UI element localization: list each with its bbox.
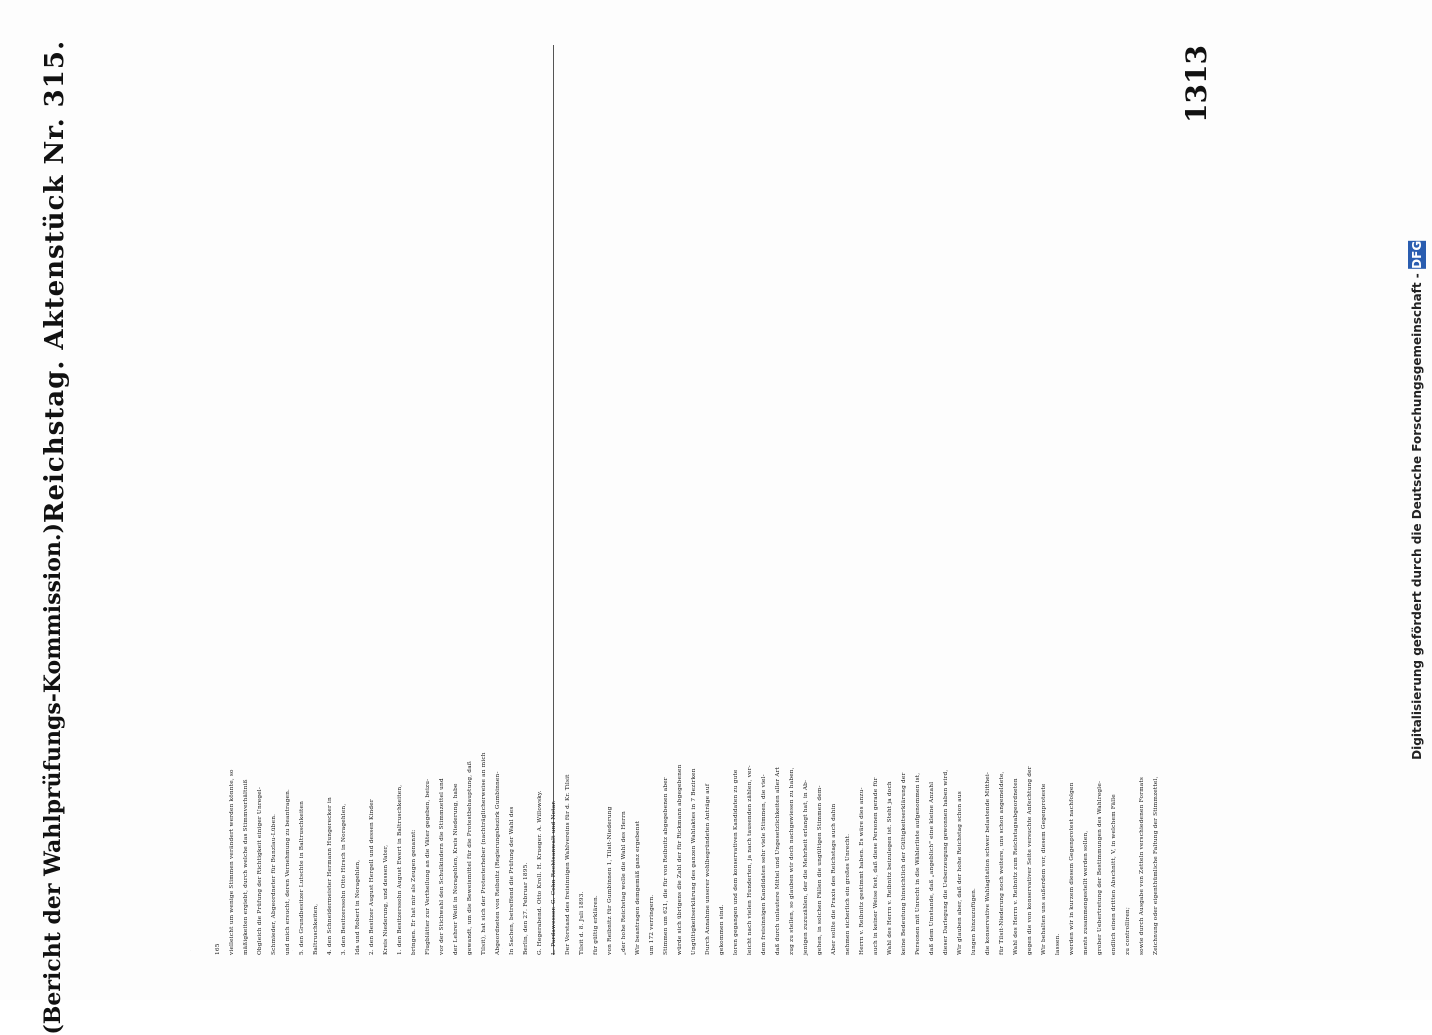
text-line: ments zusammengestellt werden sollen, <box>1083 830 1089 955</box>
text-line <box>461 45 462 955</box>
text-line: Tilsit d. 8. Juli 1893. <box>579 891 585 955</box>
text-line: 1. den Besitzerssohn August Ewert in Baltruschkeiten, <box>397 784 403 955</box>
text-line <box>366 45 367 955</box>
text-line <box>251 45 252 955</box>
text-line <box>149 45 150 955</box>
text-line: grober Uebertretung der Bestimmungen des Wahlregle- <box>1097 780 1103 955</box>
text-line: für gültig erklären. <box>593 895 599 955</box>
text-line: sowie durch Ausgabe von Zetteln verschiedenen Formats <box>1139 776 1145 955</box>
text-line: Schmieder, Abgeordneter für Bunzlau-Lüben. <box>271 813 277 955</box>
text-line: Wahl des Herrn v. Reibnitz beizulegen ist. Steht ja doch <box>887 781 893 955</box>
text-line: Wir beantragen demgemäß ganz ergebenst <box>635 820 641 955</box>
text-line: mäßigkeiten ergiebt, durch welche das Stimmverhältniß <box>243 779 249 955</box>
header-left: Reichstag. Aktenstück Nr. 315. <box>40 40 70 524</box>
text-line: 5. den Grundbesitzer Lutschte in Baltruschkeiten <box>299 800 305 955</box>
text-line: bringen. Er hat mir als Zeugen genannt: <box>411 829 417 955</box>
text-line: keine Bedeutung hinsichtlich der Gültigkeitserklärung der <box>901 772 907 955</box>
text-line: Obgleich die Prüfung der Richtigkeit einiger Unregel- <box>257 786 263 955</box>
text-line <box>156 45 157 955</box>
text-line <box>122 45 123 955</box>
text-line <box>448 45 449 955</box>
text-line: würde sich übrigens die Zahl der für Rickmann abgegebenen <box>677 764 683 955</box>
text-line: Personen mit Unrecht in die Wählerliste aufgenommen ist, <box>915 772 921 955</box>
text-line: lungen hinzuzufügen. <box>971 887 977 955</box>
text-line: dem freisinnigen Kandidaten sehr viele Stimmen, die viel- <box>761 774 767 955</box>
text-line: G. Hegerabend. Otto Kroll. H. Krueger. A. Willowsky. <box>537 790 543 955</box>
text-line <box>210 45 211 955</box>
digitization-text: Digitalisierung gefördert durch die Deutsche Forschungsgemeinschaft - <box>1410 272 1424 760</box>
text-line: endlich einen dritten Abschnitt, V, in welchem Fälle <box>1111 794 1117 955</box>
text-line: Zeichnung oder eigenthümliche Faltung der Stimmzettel, <box>1153 776 1159 955</box>
digitization-credit <box>1405 20 1429 980</box>
text-line: loren gegangen und dem konservativen Kandidaten zu gute <box>733 769 739 955</box>
text-line <box>224 45 225 955</box>
text-line <box>176 45 177 955</box>
text-line: L. Pardawesser. G. Cohn Rechtsanwalt und Notar. <box>551 800 557 955</box>
text-line: Durch Annahme unserer wohlbegründeten Anträge auf <box>705 783 711 955</box>
text-line: gehen, in solchen Fällen die ungültigen Stimmen dem- <box>817 785 823 955</box>
text-line: Wir glauben aber, daß der hohe Reichstag schon aus <box>957 791 963 955</box>
dfg-logo: DFG <box>1410 240 1424 269</box>
text-line: In Sachen, betreffend die Prüfung der Wahl des <box>509 806 515 955</box>
text-line <box>102 45 103 955</box>
text-line: Abgeordneten von Reibnitz (Regierungsbezirk Gumbinnen- <box>495 771 501 955</box>
text-line <box>420 45 421 955</box>
text-line <box>169 45 170 955</box>
text-line: die konservative Wahlagitation schwer belastende Mitthei- <box>985 771 991 955</box>
text-line <box>115 45 116 955</box>
text-line: Flugblätter zur Vertheilung an die Väter gegeben, beizu- <box>425 778 431 955</box>
text-line: jenigen zuzuzählen, der die Mehrheit erlangt hat, in Ab- <box>803 779 809 955</box>
text-line: lassen. <box>1055 933 1061 955</box>
text-line: Ida und Robert in Noragehlen, <box>355 859 361 955</box>
text-line: Berlin, den 27. Februar 1895. <box>523 862 529 955</box>
text-line <box>380 45 381 955</box>
text-line: 3. den Besitzerssohn Otto Hirsch in Noragehlen, <box>341 803 347 955</box>
text-line: Stimmen um 621, die für von Reibnitz abgegebenen aber <box>663 777 669 955</box>
text-line: für Tilsit-Niederung noch weitere, uns schon angemeldete, <box>999 771 1005 955</box>
text-line: Herrn v. Reibnitz gestimmt haben. Es wäre dies anzu- <box>859 787 865 955</box>
text-line: daß durch unlautere Mittel und Ungesetzlichkeiten aller Art <box>775 766 781 955</box>
header-middle: (Bericht der Wahlprüfungs-Kommission.) <box>40 523 66 1035</box>
page-number: 1313 <box>1180 45 1213 123</box>
text-line <box>108 45 109 955</box>
text-line: um 172 verringern. <box>649 894 655 955</box>
text-line <box>237 45 238 955</box>
text-line: Wir behalten uns außerdem vor, diesem Gegenproteste <box>1041 783 1047 955</box>
text-line: 165 <box>215 943 221 955</box>
text-line <box>434 45 435 955</box>
text-line <box>203 45 204 955</box>
text-line: leicht nach vielen Hunderten, ja nach tausenden zählen, ver- <box>747 765 753 955</box>
text-line <box>183 45 184 955</box>
text-line <box>264 45 265 955</box>
text-line <box>278 45 279 955</box>
running-header <box>40 40 92 1035</box>
text-line: und mich ersucht, deren Vernehmung zu beantragen. <box>285 788 291 955</box>
text-line: zu controlliren; <box>1125 907 1131 955</box>
text-line: zug zu stellen, so glauben wir doch nachgewiesen zu haben, <box>789 767 795 955</box>
text-line <box>136 45 137 955</box>
text-line <box>197 45 198 955</box>
text-line: Baltruschkeiten, <box>313 903 319 955</box>
text-line: der Lehrer Weiß in Noragehlen, Kreis Niederung, habe <box>453 783 459 955</box>
text-line: werden wir in kurzem diesem Gegenprotest nachfolgen <box>1069 782 1075 955</box>
text-line: gewandt, um die Beweismittel für die Protestbehauptung, daß <box>467 761 473 955</box>
text-line: Ungültigkeitserklärung des ganzen Wahlaktes in 7 Bezirken <box>691 768 697 955</box>
text-line: Kreis Niederung, und dessen Vater, <box>383 844 389 955</box>
text-line <box>142 45 143 955</box>
text-line: gegen die von konservativer Seite versuchte Anfechtung der <box>1027 766 1033 955</box>
text-line: vielleicht um wenige Stimmen verändert werden könnte, so <box>229 769 235 955</box>
text-line: gekommen sind. <box>719 904 725 955</box>
text-line <box>163 45 164 955</box>
text-line: dieser Darlegung die Ueberzeugung gewonnen haben wird, <box>943 769 949 955</box>
text-line: Der Vorstand des freisinnigen Wahlvereins für d. Kr. Tilsit <box>565 774 571 955</box>
text-line: von Reibnitz für Gumbinnen 1, Tilsit-Niederung <box>607 806 613 955</box>
text-line <box>488 45 489 955</box>
text-line: 2. den Besitzer August Hergell und dessen Kinder <box>369 799 375 955</box>
text-line: vor der Stichwahl den Schulkindern die Stimmzettel und <box>439 778 445 955</box>
text-line <box>475 45 476 955</box>
text-line <box>190 45 191 955</box>
text-line: auch in keiner Weise fest, daß diese Personen gerade für <box>873 777 879 955</box>
text-line: nehmen sicherlich ein großes Unrecht. <box>845 833 851 955</box>
text-line: „der hohe Reichstag wolle die Wahl des Herrn <box>621 811 627 955</box>
text-line: Wahl des Herrn v. Reibnitz zum Reichstagsabgeordneten <box>1013 778 1019 955</box>
text-line: daß dem Umstande, daß „angeblich" eine kleine Anzahl <box>929 781 935 955</box>
text-line: Aber sollte die Praxis des Reichstags auch dahin <box>831 803 837 955</box>
text-line <box>129 45 130 955</box>
text-line: 4. den Schneidermeister Hermann Hungerecker in <box>327 797 333 955</box>
text-line <box>407 45 408 955</box>
right-column <box>215 45 1160 955</box>
text-line <box>393 45 394 955</box>
text-line <box>95 45 96 955</box>
text-line: Tilsit), hat sich der Protesterheber (nachträglicherweise an mich <box>481 752 487 955</box>
